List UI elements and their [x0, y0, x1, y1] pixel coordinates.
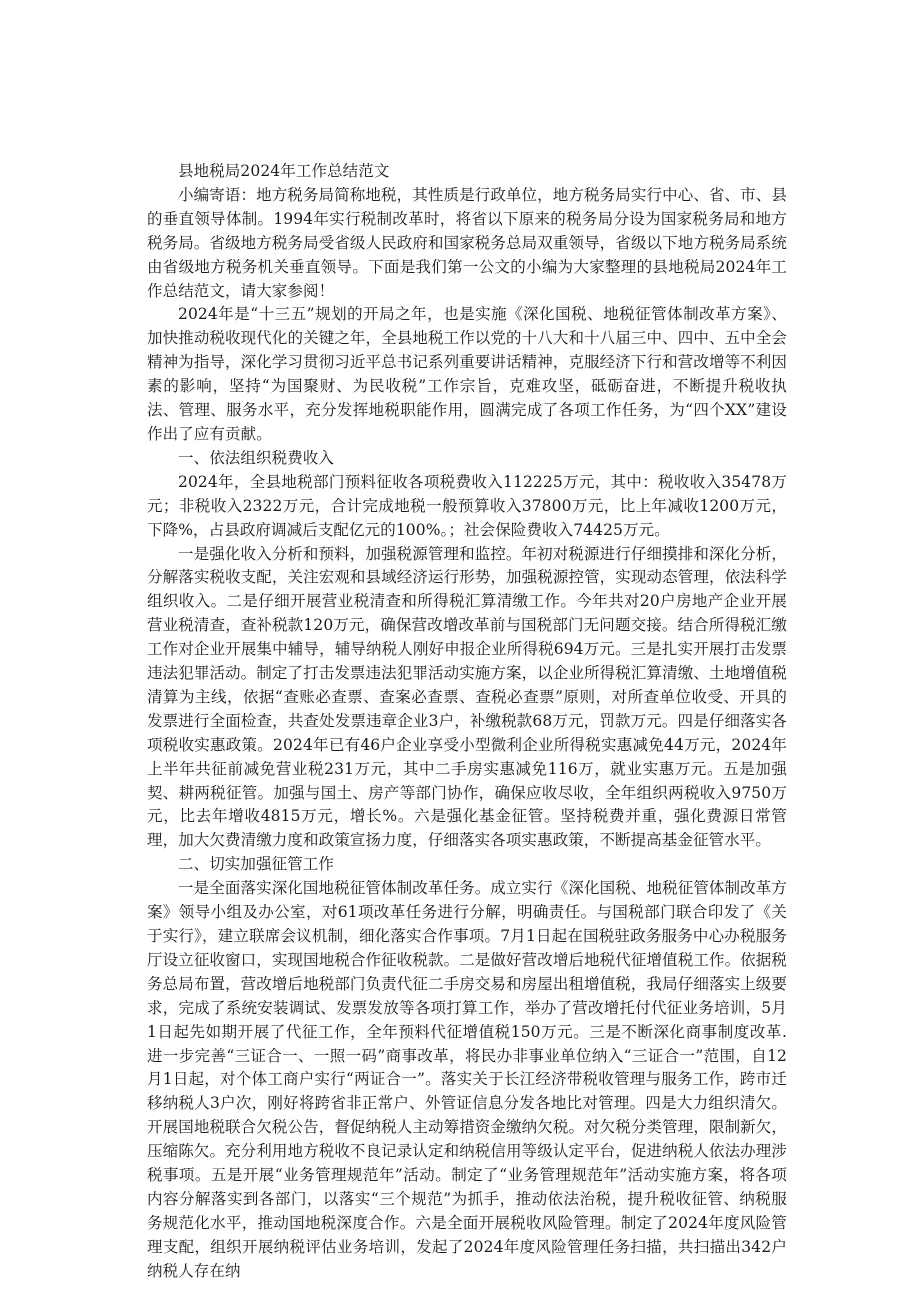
section-1-paragraph-revenue: 2024年，全县地税部门预料征收各项税费收入112225万元，其中：税收收入35478万元；非税收入2322万元，合计完成地税一般预算收入37800万元，比上年减收1200万元，下降%，占县政府调减后支配亿元的100%。；社会保险费收入74425万元。: [147, 472, 787, 539]
intro-paragraph: 小编寄语：地方税务局简称地税，其性质是行政单位，地方税务局实行中心、省、市、县的垂直领导体制。1994年实行税制改革时，将省以下原来的税务局分设为国家税务局和地方税务局。省级地方税务局受省级人民政府和国家税务总局双重领导，省级以下地方税务局系统由省级地方税务机关垂直领导。下面是我们第一公文的小编为大家整理的县地税局2024年工作总结范文，请大家参阅！: [147, 185, 787, 300]
document-title: 县地税局2024年工作总结范文: [178, 162, 390, 180]
section-2-heading: 二、切实加强征管工作: [178, 855, 335, 874]
section-1-heading: 一、依法组织税费收入: [178, 448, 335, 467]
overview-paragraph: 2024年是“十三五”规划的开局之年，也是实施《深化国税、地税征管体制改革方案》、加快推动税收现代化的关键之年，全县地税工作以党的十八大和十八届三中、四中、五中全会精神为指导，深化学习贯彻习近平总书记系列重要讲话精神，克服经济下行和营改增等不利因素的影响，坚持“为国聚财、为民收税”工作宗旨，克难攻坚，砥砺奋进，不断提升税收执法、管理、服务水平，充分发挥地税职能作用，圆满完成了各项工作任务，为“四个XX”建设作出了应有贡献。: [147, 305, 787, 443]
section-2-paragraph-measures: 一是全面落实深化国地税征管体制改革任务。成立实行《深化国税、地税征管体制改革方案》领导小组及办公室，对61项改革任务进行分解，明确责任。与国税部门联合印发了《关于实行》，建立联席会议机制，细化落实合作事项。7月1日起在国税驻政务服务中心办税服务厅设立征收窗口，实现国地税合作征收税款。二是做好营改增后地税代征增值税工作。依据税务总局布置，营改增后地税部门负责代征二手房交易和房屋出租增值税，我局仔细落实上级要求，完成了系统安装调试、发票发放等各项打算工作，举办了营改增托付代征业务培训，5月1日起先如期开展了代征工作，全年预料代征增值税150万元。三是不断深化商事制度改革. 进一步完善“三证合一、一照一码”商事改革，将民办非事业单位纳入“三证合一”范围，自12月1日起，对个体工商户实行“两证合一”。落实关于长江经济带税收管理与服务工作，跨市迁移纳税人3户次，刚好将跨省非正常户、外管证信息分发各地比对管理。四是大力组织清欠。开展国地税联合欠税公告，督促纳税人主动筹措资金缴纳欠税。对欠税分类管理，限制新欠，压缩陈欠。充分利用地方税收不良记录认定和纳税信用等级认定平台，促进纳税人依法办理涉税事项。五是开展“业务管理规范年”活动。制定了“业务管理规范年”活动实施方案，将各项内容分解落实到各部门，以落实“三个规范”为抓手，推动依法治税，提升税收征管、纳税服务规范化水平，推动国地税深度合作。六是全面开展税收风险管理。制定了2024年度风险管理支配，组织开展纳税评估业务培训，发起了2024年度风险管理任务扫描，共扫描出342户纳税人存在纳: [147, 879, 787, 1280]
section-1-paragraph-measures: 一是强化收入分析和预料，加强税源管理和监控。年初对税源进行仔细摸排和深化分析，分解落实税收支配，关注宏观和县域经济运行形势，加强税源控管，实现动态管理，依法科学组织收入。二是仔细开展营业税清查和所得税汇算清缴工作。今年共对20户房地产企业开展营业税清查，查补税款120万元，确保营改增改革前与国税部门无问题交接。结合所得税汇缴工作对企业开展集中辅导，辅导纳税人刚好申报企业所得税694万元。三是扎实开展打击发票违法犯罪活动。制定了打击发票违法犯罪活动实施方案，以企业所得税汇算清缴、土地增值税清算为主线，依据“查账必查票、查案必查票、查税必查票”原则，对所查单位收受、开具的发票进行全面检查，共查处发票违章企业3户，补缴税款68万元，罚款万元。四是仔细落实各项税收实惠政策。2024年已有46户企业享受小型微利企业所得税实惠减免44万元，2024年上半年共征前减免营业税231万元，其中二手房实惠减免116万，就业实惠万元。五是加强契、耕两税征管。加强与国土、房产等部门协作，确保应收尽收，全年组织两税收入9750万元，比去年增收4815万元，增长%。六是强化基金征管。坚持税费并重，强化费源日常管理，加大欠费清缴力度和政策宣扬力度，仔细落实各项实惠政策，不断提高基金征管水平。: [147, 544, 787, 850]
document-page: [147, 160, 787, 1284]
